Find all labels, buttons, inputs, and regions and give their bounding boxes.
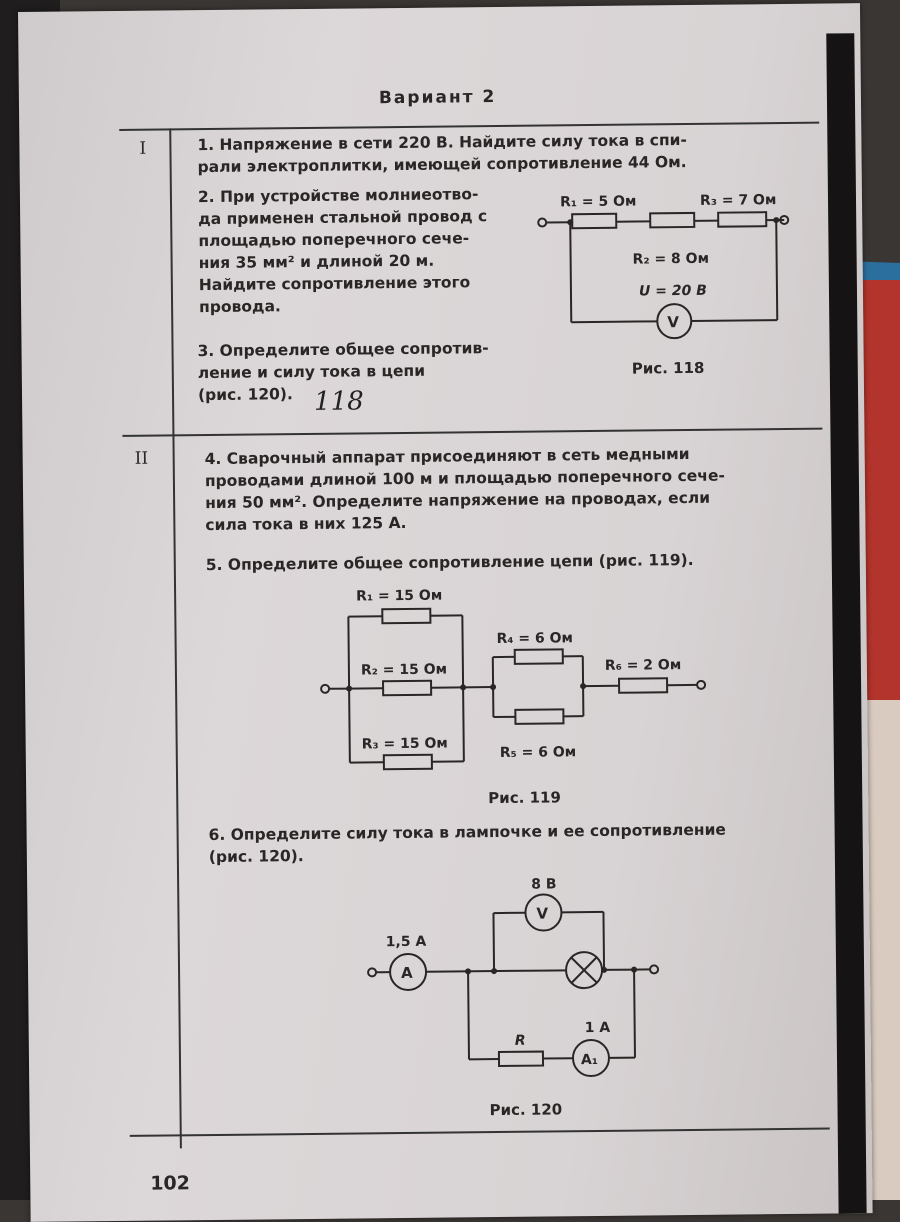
fig119-resistor-r1: [382, 609, 430, 624]
problem-2: [198, 183, 488, 318]
fig119-node: [580, 683, 586, 689]
fig119-label-r2: R₂ = 15 Ом: [361, 662, 447, 679]
section-one-label: I: [139, 139, 146, 159]
problem-4-line: ния 50 мм². Определите напряжение на проводах, если: [205, 487, 725, 514]
fig120-resistor-r: [499, 1052, 543, 1066]
fig118-label-r1: R₁ = 5 Ом: [560, 194, 637, 211]
figure-120-circuit: [357, 871, 669, 1084]
problem-1: [197, 129, 687, 178]
problem-6: [209, 819, 727, 868]
fig119-label-r4: R₄ = 6 Ом: [497, 630, 574, 647]
figure-119-circuit: [312, 577, 714, 781]
problem-2-line: провода.: [199, 293, 488, 318]
problem-2-line: ния 35 мм² и длиной 20 м.: [199, 249, 488, 274]
problem-2-line: Найдите сопротивление этого: [199, 271, 488, 296]
problem-2-line: 2. При устройстве молниеотво-: [198, 183, 487, 208]
divider-vertical: [169, 128, 182, 1148]
fig118-label-r3: R₃ = 7 Ом: [700, 192, 777, 209]
fig119-label-r6: R₆ = 2 Ом: [605, 657, 682, 674]
divider-bottom: [130, 1128, 830, 1137]
problem-4: [205, 443, 726, 536]
fig120-node: [631, 967, 637, 973]
figure-120-caption: Рис. 120: [489, 1100, 562, 1119]
fig119-node: [490, 684, 496, 690]
page-number: 102: [150, 1172, 190, 1194]
divider-top: [119, 122, 819, 131]
problem-3-line: 3. Определите общее сопротив-: [197, 337, 488, 362]
figure-118-caption: Рис. 118: [632, 359, 705, 378]
problem-6-line: (рис. 120).: [209, 841, 726, 868]
problem-4-line: проводами длиной 100 м и площадью поперечного сече-: [205, 465, 725, 492]
fig119-resistor-r5: [515, 709, 563, 724]
problem-2-line: да применен стальной провод с: [198, 205, 487, 230]
problem-3-line: (рис. 120).: [198, 381, 489, 406]
problem-2-line: площадью поперечного сече-: [198, 227, 487, 252]
fig118-resistor-r1: [572, 214, 616, 228]
fig120-ammeter1-label: A₁: [581, 1052, 598, 1068]
fig118-voltmeter-label: V: [667, 313, 679, 331]
problem-6-line: 6. Определите силу тока в лампочке и ее сопротивление: [209, 819, 726, 846]
fig119-resistor-r4: [515, 649, 563, 664]
fig120-label-resistor: R: [515, 1033, 526, 1049]
fig119-label-r5: R₅ = 6 Ом: [500, 744, 577, 761]
fig118-label-u: U = 20 В: [639, 283, 707, 300]
fig119-label-r1: R₁ = 15 Ом: [356, 588, 442, 605]
fig118-resistor-r2: [650, 213, 694, 227]
problem-1-line: рали электроплитки, имеющей сопротивление 44 Ом.: [198, 151, 688, 178]
fig120-node: [491, 968, 497, 974]
problem-5-line: 5. Определите общее сопротивление цепи (рис. 119).: [206, 549, 694, 576]
fig120-label-current-main: 1,5 А: [386, 934, 427, 950]
fig119-resistor-r2: [383, 681, 431, 696]
fig120-label-current-branch: 1 А: [585, 1020, 611, 1036]
problem-4-line: сила тока в них 125 А.: [205, 509, 725, 536]
fig120-ammeter-label: A: [401, 964, 413, 982]
textbook-page: [18, 3, 873, 1222]
fig118-node: [773, 217, 779, 223]
page-title: Вариант 2: [379, 87, 497, 108]
handwritten-correction: 118: [314, 386, 364, 417]
figure-118-circuit: [532, 182, 794, 375]
page-binding-shadow: [826, 33, 866, 1213]
fig120-label-voltage: 8 В: [531, 876, 556, 892]
fig119-node: [346, 686, 352, 692]
fig119-resistor-r3: [384, 755, 432, 770]
problem-5: [206, 549, 694, 576]
problem-3-line: ление и силу тока в цепи: [198, 359, 489, 384]
problem-4-line: 4. Сварочный аппарат присоединяют в сеть медными: [205, 443, 725, 470]
figure-119-caption: Рис. 119: [488, 788, 561, 807]
section-two-label: II: [135, 449, 149, 469]
fig119-label-r3: R₃ = 15 Ом: [362, 736, 448, 753]
divider-middle: [122, 428, 822, 437]
fig120-voltmeter-label: V: [536, 904, 548, 922]
fig119-node: [460, 684, 466, 690]
fig119-resistor-r6: [619, 678, 667, 693]
fig118-resistor-r3: [718, 212, 766, 227]
fig120-node: [465, 968, 471, 974]
problem-1-line: 1. Напряжение в сети 220 В. Найдите силу тока в спи-: [197, 129, 687, 156]
fig118-label-r2: R₂ = 8 Ом: [633, 251, 710, 268]
